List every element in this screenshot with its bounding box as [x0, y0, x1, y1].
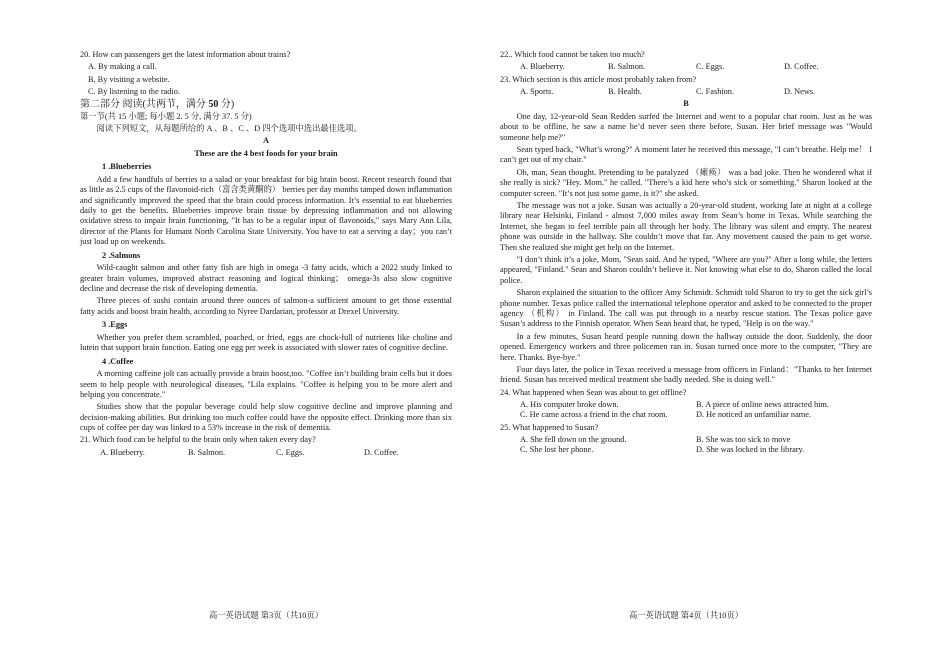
passage-a-letter: A [263, 136, 269, 146]
question-21-stem: 21. Which food can be helpful to the brain only when taken every day? [80, 435, 316, 445]
passage-b-paragraph: Four days later, the police in Texas received a message from officers in Finland："Thanks to her Internet friend. Susan has received medical treatment she badly needed. She is doing well." [500, 364, 872, 385]
question-24-option-a[interactable]: A. His computer broke down. [520, 399, 619, 409]
question-21-option-d[interactable]: D. Coffee. [364, 447, 399, 457]
question-21-option-b[interactable]: B. Salmon. [188, 447, 226, 457]
passage-a-paragraph: Wild-caught salmon and other fatty fish are high in omega -3 fatty acids, which a 2022 study linked to greater brain volumes, improved abstract reasoning and logical thinking； omega-3s also slow cognitive decline and decrease the risk of developing dementia. [80, 263, 452, 294]
question-24-options [500, 400, 872, 421]
section-1-instruction: 阅读下列短文，从每题所给的 A 、B 、C 、D 四个选项中选出最佳选项。 [96, 123, 362, 133]
question-20-option-b[interactable]: B. By visiting a website. [88, 74, 170, 84]
question-23-option-a[interactable]: A. Sports. [520, 86, 554, 96]
passage-b-paragraph: Sharon explained the situation to the officer Amy Schmidt. Schmidt told Sharon to try to get the sick girl’s phone number. Texas police called the international telephone operator and asked to be connected to the proper agency （机构） in Finland. The call was put through to a nearby rescue station. The Texas police gave Susan’s address to the Finnish operator. When Sean heard that, he typed, "Help is on the way." [500, 288, 872, 329]
passage-a-heading-2: 2 .Salmons [102, 250, 141, 260]
passage-a-heading-3: 3 .Eggs [102, 320, 128, 330]
passage-b-paragraph: One day, 12-year-old Sean Redden surfed the Internet and went to a popular chat room. Just as he was about to be offline, he saw a name he’d never seen there before, Susan. Her brief message was "Would someone help me?" [500, 111, 872, 142]
question-25-option-a[interactable]: A. She fell down on the ground. [520, 434, 627, 444]
section-1-title: 第一节(共 15 小题; 每小题 2. 5 分, 满分 37. 5 分) [80, 111, 252, 121]
question-22-option-b[interactable]: B. Salmon. [608, 62, 646, 72]
question-22-stem: 22.. Which food cannot be taken too much? [500, 50, 645, 59]
passage-a-heading-1: 1 .Blueberries [102, 162, 152, 172]
right-page-column [500, 50, 872, 458]
passage-a-paragraph: Three pieces of sushi contain around three ounces of salmon-a sufficient amount to get those essential fatty acids and boost brain health, according to Nyree Dardarian, professor at Drexel University. [80, 296, 452, 316]
question-24-option-d[interactable]: D. He noticed an unfamiliar name. [696, 410, 811, 420]
passage-a-heading-4: 4 .Coffee [102, 356, 134, 366]
question-23-option-c[interactable]: C. Fashion. [696, 86, 735, 96]
question-23-options [500, 87, 872, 97]
question-21-option-c[interactable]: C. Eggs. [276, 447, 305, 457]
question-23-option-d[interactable]: D. News. [784, 86, 816, 96]
passage-a-paragraph: Add a few handfuls of berries to a salad or your breakfast for big brain boost. Recent research found that as little as 2.5 cups of the flavonoid-rich（富含类黄酮的） berries per day months tamped down inflammation and significantly improved the speed that the brain could process information. It’s essential to eat blueberries daily to get the benefits. Blueberries improve brain tissue by depressing inflammation and not allowing oxidative stress to impair brain functioning, "It has to be a regular input of flavonoids," says Mary Ann Lila, director of the Plants for Humant North Carolina State University. You have to eat a serving a day；you can’t just load up on weekends. [80, 174, 452, 247]
question-25-stem: 25. What happened to Susan? [500, 422, 599, 432]
question-20-option-a[interactable]: A. By making a call. [88, 62, 157, 72]
right-page-footer: 高一英语试题 第4页（共10页） [628, 611, 744, 620]
question-22-option-d[interactable]: D. Coffee. [784, 62, 819, 72]
passage-a-paragraph: A morning caffeine jolt can actually provide a brain boost,too. "Coffee isn’t building brain cells but it does seem to help people with neurological diseases, "Lila explains. "Coffee is helping you to be more alert and helping you concentrate." [80, 369, 452, 400]
passage-b-paragraph: Sean typed back, "What’s wrong?" A moment later he received this message, "I can’t breathe. Help me！ I can’t get out of my chair." [500, 145, 872, 165]
passage-a-paragraph: Whether you prefer them scrambled, poached, or fried, eggs are chock-full of nutrients like choline and lutein that support brain function. Eating one egg per week is associated with slower rates of cognitive decline. [80, 332, 452, 353]
passage-a-title: These are the 4 best foods for your brain [194, 148, 338, 158]
question-20-option-c[interactable]: C. By listening to the radio. [88, 86, 180, 96]
passage-a-paragraph: Studies show that the popular beverage could help slow cognitive decline and improve planning and decision-making abilities. But drinking too much coffee could have the opposite effect. Drinking more than six cups of coffee per day was linked to a 53% increase in the risk of dementia. [80, 402, 452, 433]
question-25-option-d[interactable]: D. She was locked in the library. [696, 445, 805, 455]
question-24-option-b[interactable]: B. A piece of online news attracted him. [696, 399, 829, 409]
question-21-options [80, 448, 452, 458]
left-page-footer: 高一英语试题 第3页（共10页） [208, 611, 324, 620]
question-25-option-b[interactable]: B. She was too sick to move [696, 434, 791, 444]
question-25-options [500, 435, 872, 456]
question-20-stem: 20. How can passengers get the latest information about trains? [80, 50, 291, 59]
question-22-options [500, 62, 872, 72]
question-23-stem: 23. Which section is this article most probably taken from? [500, 74, 697, 84]
question-24-stem: 24. What happened when Sean was about to get offline? [500, 387, 687, 397]
passage-b-paragraph: "I don’t think it’s a joke, Mom, "Sean said. And he typed, "Where are you?" After a long while, the letters appeared, "Finland." Sean and Sharon couldn’t believe it. Not knowing what else to do, Sharon called the local police. [500, 254, 872, 285]
question-22-option-c[interactable]: C. Eggs. [696, 62, 725, 72]
question-21-option-a[interactable]: A. Blueberry. [100, 447, 145, 457]
passage-b-letter: B [683, 99, 689, 109]
passage-b-paragraph: The message was not a joke. Susan was actually a 20-year-old student, working late at night at a college library near Helsinki, Finland - almost 7,000 miles away from Sean’s home in Texas. While searching the Internet, she began to feel terrible pain all through her body. The library was silent and empty. The nearest phone was outside in the hallway. She couldn’t move that far. Any movement caused the pain to get worse. Then she realized she might get help on the Internet. [500, 200, 872, 252]
question-25-option-c[interactable]: C. She lost her phone. [520, 445, 594, 455]
question-24-option-c[interactable]: C. He came across a friend in the chat room. [520, 410, 668, 420]
passage-b-paragraph: In a few minutes, Susan heard people running down the hallway outside the door. Suddenly, the door opened. Emergency workers and three policemen ran in. Susan turned once more to the computer, "They are here. Thanks. Bye-bye." [500, 331, 872, 362]
question-23-option-b[interactable]: B. Health. [608, 86, 642, 96]
question-22-option-a[interactable]: A. Blueberry. [520, 62, 565, 72]
passage-b-paragraph: Oh, man, Sean thought. Pretending to be paralyzed （瘫痪） was a bad joke. Then he wondered what if she really is sick? "Hey. Mom." he called. "There’s a kid here who’s sick or something." Sharon looked at the computer screen. "It’s not just some game, is it?" she asked. [500, 167, 872, 198]
left-page-column [80, 50, 452, 460]
part-2-title: 第二部分 阅读(共两节，满分 50 分) [80, 99, 235, 110]
